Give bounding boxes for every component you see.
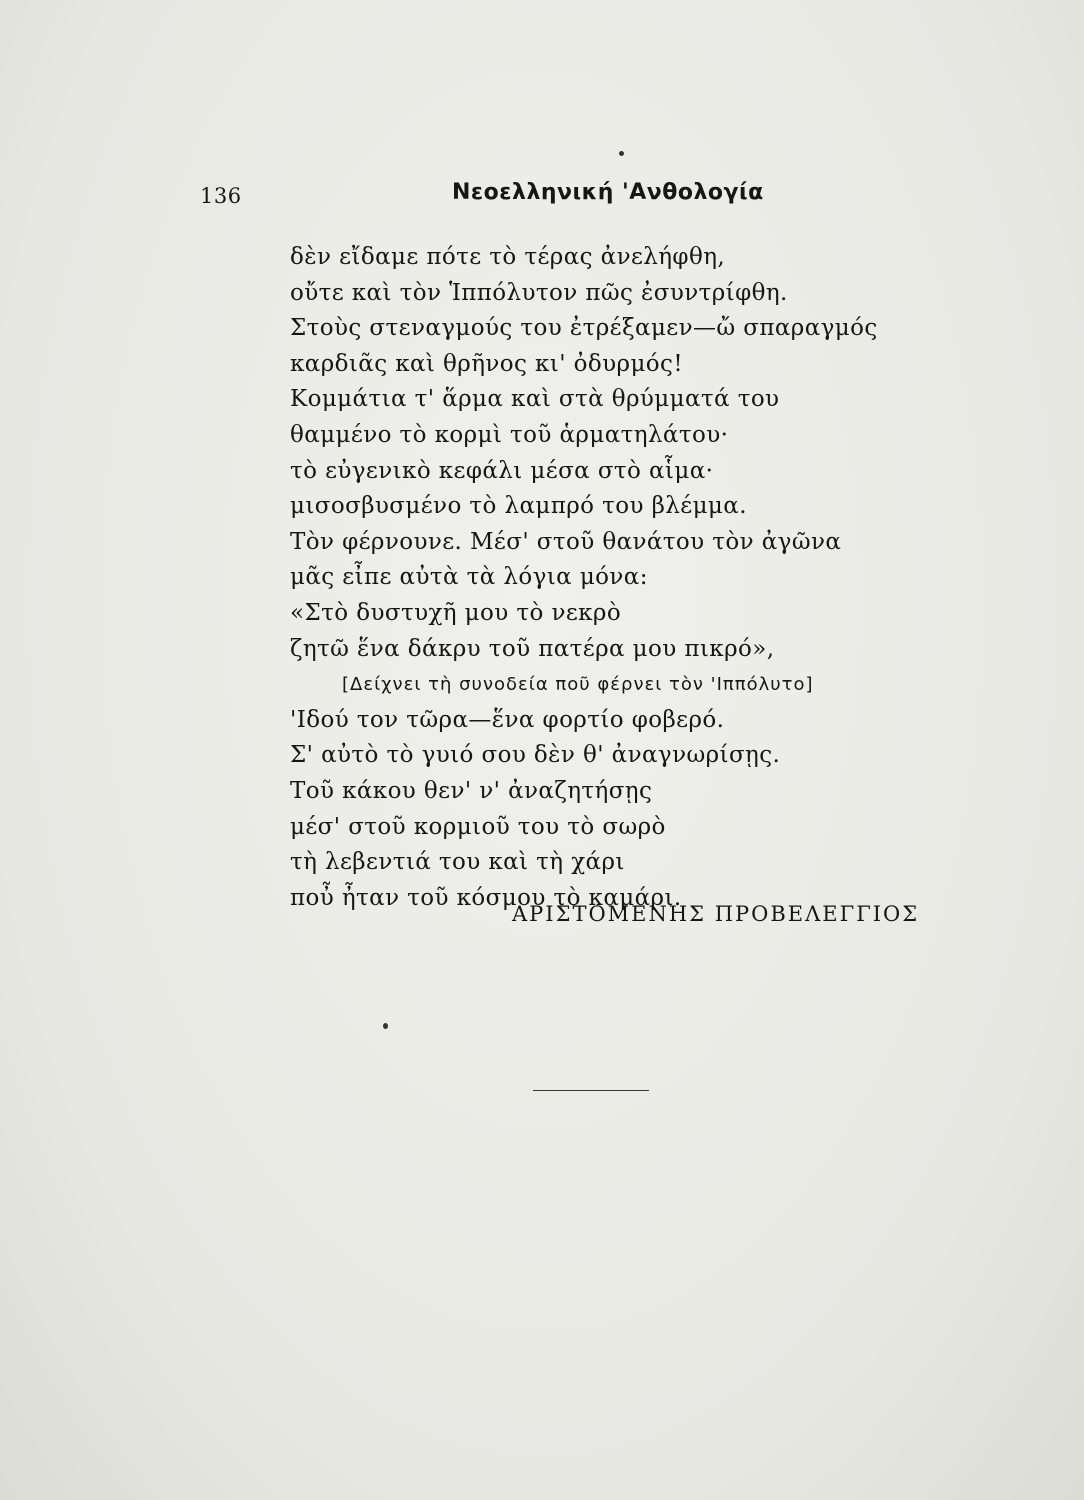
poem-line: ποὖ ἦταν τοῦ κόσμου τὸ καμάρι. <box>290 884 682 911</box>
poem-line: Κομμάτια τ' ἅρμα καὶ στὰ θρύμματά του <box>290 386 780 413</box>
poem-line: Τοῦ κάκου θεν' ν' ἀναζητήσῃς <box>290 777 653 804</box>
poem-line: δὲν εἴδαμε πότε τὸ τέρας ἀνελήφθη, <box>290 244 726 270</box>
end-divider-rule <box>533 1090 649 1091</box>
poem-line: τὴ λεβεντιά του καὶ τὴ χάρι <box>290 849 625 876</box>
poem-line: 'Ιδού τον τῶρα—ἕνα φορτίο φοβερό. <box>290 706 725 733</box>
ink-speck <box>383 1023 388 1029</box>
page-header <box>0 176 1084 216</box>
poem-line: Τὸν φέρνουνε. Μέσ' στοῦ θανάτου τὸν ἀγῶνα <box>290 528 842 555</box>
running-title: Νεοελληνική 'Ανθολογία <box>452 180 764 205</box>
poem-line: οὔτε καὶ τὸν Ἱππόλυτον πῶς ἐσυντρίφθη. <box>290 279 788 306</box>
poem-line: θαμμένο τὸ κορμὶ τοῦ ἁρματηλάτου· <box>290 421 729 448</box>
poem-line: τὸ εὐγενικὸ κεφάλι μέσα στὸ αἷμα· <box>290 457 714 484</box>
page-number: 136 <box>200 184 242 208</box>
poem-line: μέσ' στοῦ κορμιοῦ του τὸ σωρὸ <box>290 813 666 840</box>
stage-direction: [Δείχνει τὴ συνοδεία ποῦ φέρνει τὸν 'Ιππόλυτο] <box>342 674 814 696</box>
poem-line: μισοσβυσμένο τὸ λαμπρό του βλέμμα. <box>290 493 747 520</box>
ink-speck <box>619 151 624 156</box>
poem-line: «Στὸ δυστυχῆ μου τὸ νεκρὸ <box>290 599 622 626</box>
author-signature: ΑΡΙΣΤΟΜΕΝΗΣ ΠΡΟΒΕΛΕΓΓΙΟΣ <box>512 902 920 926</box>
poem-line: καρδιᾶς καὶ θρῆνος κι' ὀδυρμός! <box>290 350 683 377</box>
poem-text <box>290 240 990 916</box>
poem-line: Σ' αὐτὸ τὸ γυιό σου δὲν θ' ἀναγνωρίσῃς. <box>290 742 781 769</box>
poem-line: ζητῶ ἕνα δάκρυ τοῦ πατέρα μου πικρό», <box>290 635 775 662</box>
poem-line: μᾶς εἶπε αὐτὰ τὰ λόγια μόνα: <box>290 564 648 591</box>
poem-line: Στοὺς στεναγμούς του ἐτρέξαμεν—ὤ σπαραγμός <box>290 315 878 342</box>
